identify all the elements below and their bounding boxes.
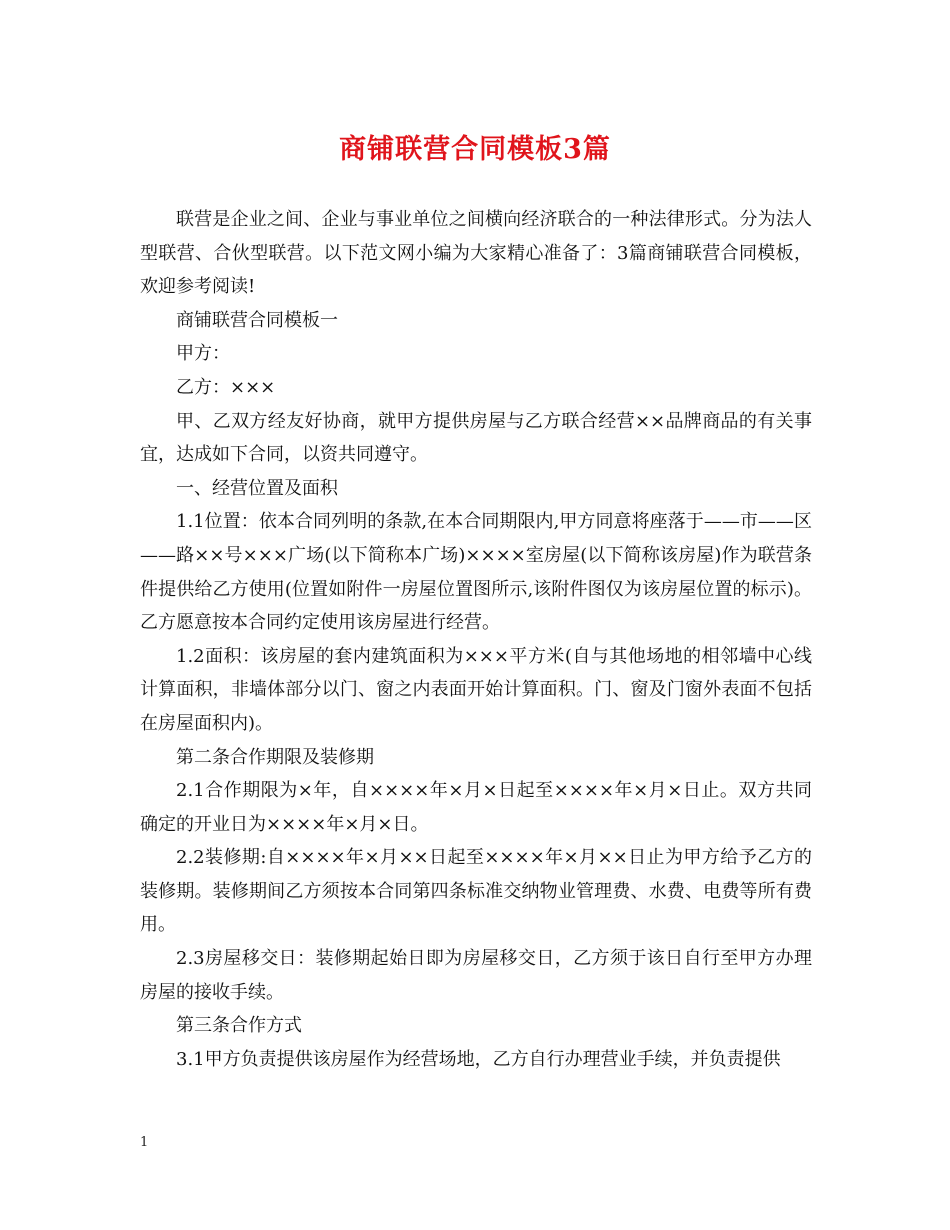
clause-paragraph: 3.1甲方负责提供该房屋作为经营场地，乙方自行办理营业手续，并负责提供	[176, 1048, 781, 1070]
document-body	[140, 203, 812, 1076]
section-heading: 第三条合作方式	[176, 1015, 302, 1037]
section-heading: 第二条合作期限及装修期	[176, 746, 374, 768]
template-heading: 商铺联营合同模板一	[176, 309, 338, 331]
section-heading: 一、经营位置及面积	[176, 477, 338, 499]
clause-paragraph: 1.1位置：依本合同列明的条款,在本合同期限内,甲方同意将座落于——市——区——路××号×××广场(以下简称本广场)××××室房屋(以下简称该房屋)作为联营条件提供给乙方使用(位置如附件一房屋位置图所示,该附件图仅为该房屋位置的标示)。乙方愿意按本合同约定使用该房屋进行经营。	[140, 511, 812, 634]
agreement-paragraph: 甲、乙双方经友好协商，就甲方提供房屋与乙方联合经营××品牌商品的有关事宜，达成如下合同，以资共同遵守。	[140, 410, 812, 466]
party-b-line: 乙方：×××	[176, 376, 276, 398]
clause-paragraph: 2.1合作期限为×年，自××××年×月×日起至××××年×月×日止。双方共同确定的开业日为××××年×月×日。	[140, 780, 812, 835]
document-title: 商铺联营合同模板3篇	[339, 134, 611, 165]
intro-paragraph: 联营是企业之间、企业与事业单位之间横向经济联合的一种法律形式。分为法人型联营、合伙型联营。以下范文网小编为大家精心准备了：3篇商铺联营合同模板，欢迎参考阅读!	[140, 209, 812, 298]
party-a-line: 甲方：	[176, 343, 230, 365]
clause-paragraph: 2.2装修期:自××××年×月××日起至××××年×月××日止为甲方给予乙方的装修期。装修期间乙方须按本合同第四条标准交纳物业管理费、水费、电费等所有费用。	[140, 847, 812, 936]
clause-paragraph: 2.3房屋移交日：装修期起始日即为房屋移交日，乙方须于该日自行至甲方办理房屋的接收手续。	[140, 948, 812, 1003]
clause-paragraph: 1.2面积：该房屋的套内建筑面积为×××平方米(自与其他场地的相邻墙中心线计算面积，非墙体部分以门、窗之内表面开始计算面积。门、窗及门窗外表面不包括在房屋面积内)。	[140, 645, 812, 734]
page-number: 1	[140, 1135, 149, 1150]
